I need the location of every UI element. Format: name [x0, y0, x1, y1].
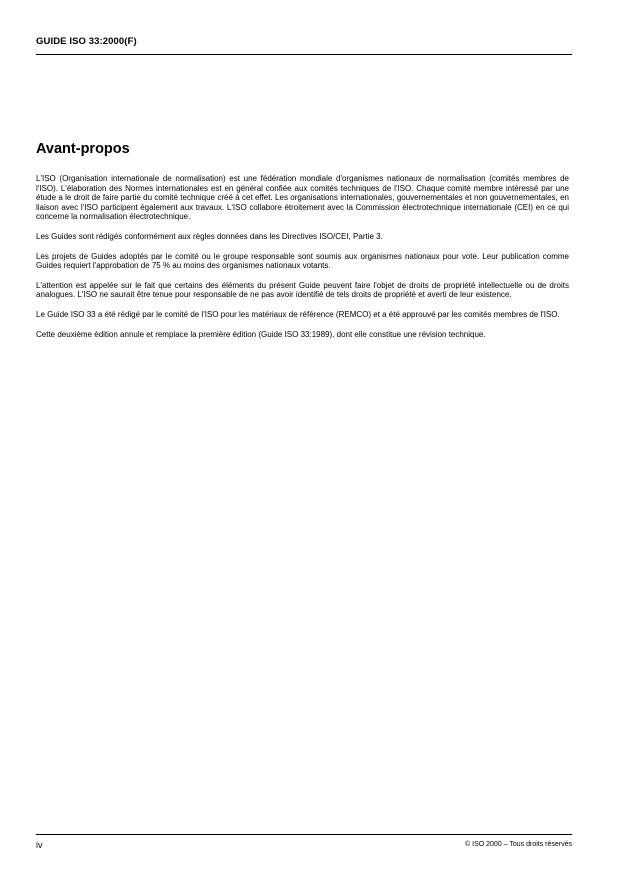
- page-number: iv: [36, 840, 43, 850]
- copyright-notice: © ISO 2000 – Tous droits réservés: [465, 841, 572, 848]
- section-title: Avant-propos: [36, 141, 130, 157]
- paragraph-patent-rights: L'attention est appelée sur le fait que certains des éléments du présent Guide peuvent faire l'objet de droits de propriété intellectuelle ou de droits analogues. L'ISO ne saurait être tenue pour responsable de ne pas avoir identifié de tels droits de propriété et averti de leur existence.: [36, 280, 569, 300]
- page-header: [36, 34, 572, 55]
- document-reference: GUIDE ISO 33:2000(F): [36, 36, 137, 47]
- foreword-section: [36, 140, 569, 349]
- paragraph-committee-remco: Le Guide ISO 33 a été rédigé par le comité de l'ISO pour les matériaux de référence (REMCO) et a été approuvé par les comités membres de l'ISO.: [36, 309, 560, 319]
- paragraph-guides-voting: Les projets de Guides adoptés par le comité ou le groupe responsable sont soumis aux organismes nationaux pour vote. Leur publication comme Guides requiert l'approbation de 75 % au moins des organismes nationaux votants.: [36, 251, 569, 271]
- paragraph-iso-organisation: L'ISO (Organisation internationale de normalisation) est une fédération mondiale d'organismes nationaux de normalisation (comités membres de l'ISO). L'élaboration des Normes internationales est en général confiée aux comités techniques de l'ISO. Chaque comité membre intéressé par une étude a le droit de faire partie du comité technique créé à cet effet. Les organisations internationales, gouvernementales et non gouvernementales, en liaison avec l'ISO participent également aux travaux. L'ISO collabore étroitement avec la Commission électrotechnique internationale (CEI) en ce qui concerne la normalisation électrotechnique.: [36, 174, 569, 222]
- page-footer: [36, 834, 572, 851]
- paragraph-edition-note: Cette deuxième édition annule et remplace la première édition (Guide ISO 33:1989), dont elle constitue une révision technique.: [36, 329, 486, 339]
- paragraph-guides-drafting: Les Guides sont rédigés conformément aux règles données dans les Directives ISO/CEI, Partie 3.: [36, 231, 383, 241]
